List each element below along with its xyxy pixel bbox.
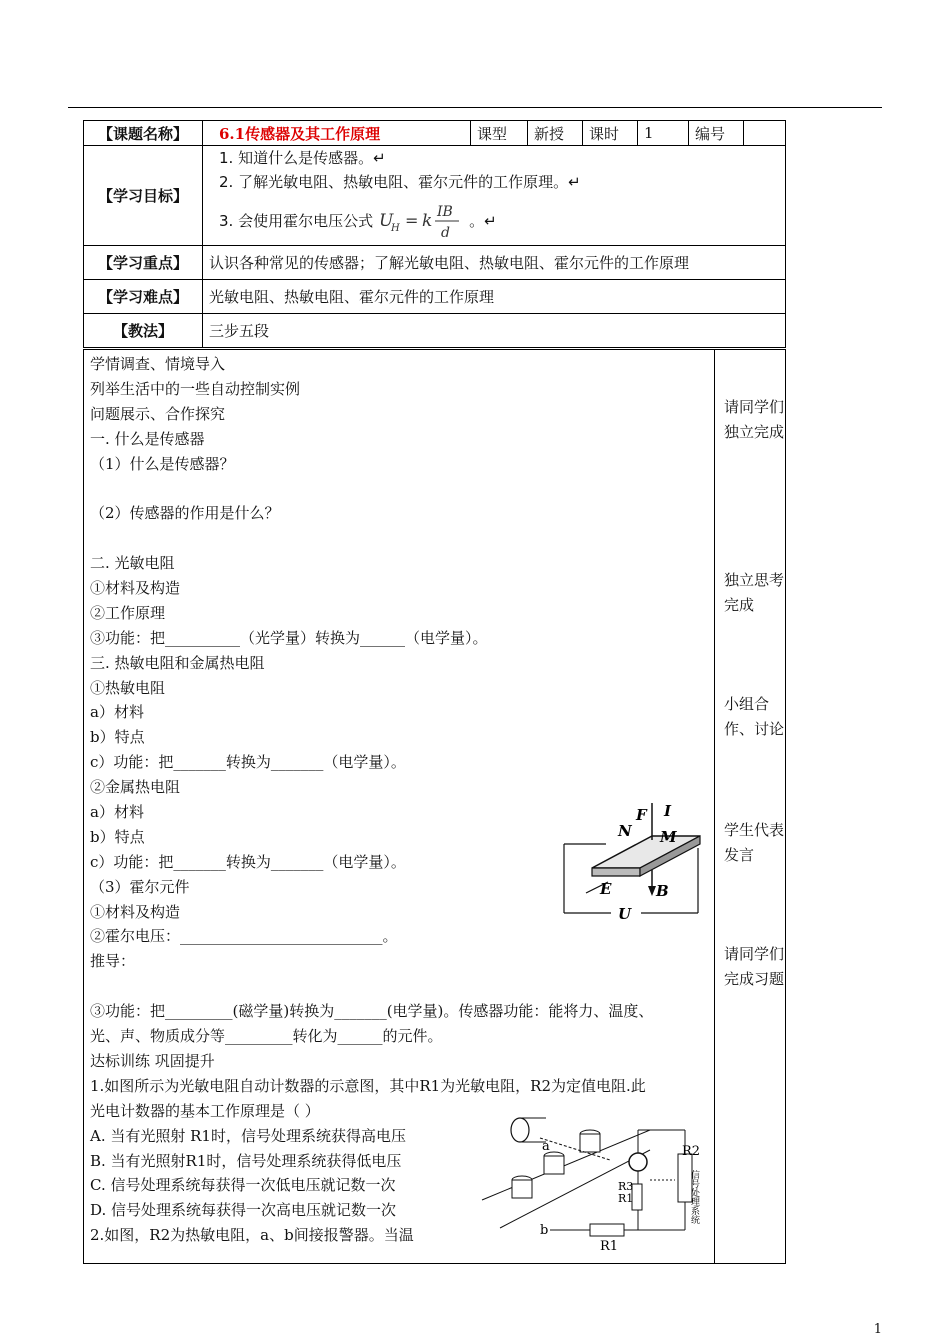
goal-3-tail: 。↵ [469,212,497,230]
label-R3: R3 [618,1180,634,1193]
body-line: 光、声、物质成分等_________转化为______的元件。 [90,1027,443,1046]
label-F: F [636,806,647,824]
label-R1: R1 [600,1239,619,1254]
svg-text:IB: IB [437,204,453,220]
body-line: C. 信号处理系统每获得一次低电压就记数一次 [90,1176,396,1195]
body-line: 达标训练 巩固提升 [90,1051,215,1070]
goal-3-text: 3. 会使用霍尔电压公式 [219,212,374,230]
method-value: 三步五段 [203,314,786,348]
body-line: ②金属热电阻 [90,778,181,797]
side-note: 学生代表发言 [724,821,785,864]
body-line: ③功能：把_________(磁学量)转换为_______(电学量)。传感器功能：能将力、温度、 [90,1002,654,1021]
body-line: ①热敏电阻 [90,678,166,697]
body-line: 1.如图所示为光敏电阻自动计数器的示意图，其中R1为光敏电阻，R2为定值电阻.此 [90,1076,646,1095]
type-label: 课型 [471,121,528,146]
focus-label: 【学习重点】 [84,246,203,280]
body-line: 三. 热敏电阻和金属热电阻 [90,653,265,672]
label-R2: R2 [682,1144,701,1159]
body-line: 一. 什么是传感器 [90,429,205,448]
body-line [90,476,712,501]
difficulty-label: 【学习难点】 [84,280,203,314]
body-line: ①材料及构造 [90,579,181,598]
label-b: b [540,1223,549,1238]
side-note: 小组合作、讨论 [724,695,785,738]
label-M: M [660,828,677,846]
goals-label: 【学习目标】 [84,146,203,246]
hall-element-figure [556,798,706,923]
lesson-header-table [83,120,786,348]
body-line [90,526,712,551]
body-line [90,974,712,999]
body-line: D. 信号处理系统每获得一次高电压就记数一次 [90,1201,397,1220]
body-line: 学情调查、情境导入 [90,355,226,373]
body-line: ②工作原理 [90,603,166,622]
type-value: 新授 [528,121,583,146]
goals-cell [203,146,786,246]
body-line: 二. 光敏电阻 [90,554,175,573]
side-note: 请同学们独立完成 [724,398,785,441]
body-line: c）功能：把_______转换为_______（电学量）。 [90,753,406,772]
number-value [744,121,786,146]
label-N: N [618,822,632,840]
body-line: 2.如图，R2为热敏电阻，a、b间接报警器。当温 [90,1226,414,1245]
svg-text:U: U [379,211,394,231]
body-line: ③功能：把__________（光学量）转换为______（电学量）。 [90,628,488,647]
hall-voltage-formula [377,202,469,240]
body-line: b）特点 [90,728,145,747]
number-label: 编号 [689,121,744,146]
label-R1-inner: R1 [618,1192,634,1205]
body-line: ②霍尔电压：___________________________。 [90,927,398,946]
header-rule [68,107,882,108]
hours-label: 课时 [583,121,638,146]
body-line: a）材料 [90,703,144,722]
svg-text:d: d [441,225,451,240]
difficulty-value: 光敏电阻、热敏电阻、霍尔元件的工作原理 [203,280,786,314]
method-label: 【教法】 [84,314,203,348]
body-line: （3）霍尔元件 [90,877,190,896]
body-line: 问题展示、合作探究 [90,404,226,423]
body-line: （1）什么是传感器？ [90,454,235,473]
body-line: a）材料 [90,803,144,822]
label-B: B [656,882,669,900]
label-I: I [664,802,672,820]
label-signal-system: 信号处理系统 [689,1170,699,1224]
goal-3 [219,202,779,240]
body-line: 光电计数器的基本工作原理是（ ） [90,1101,320,1120]
goal-1: 1. 知道什么是传感器。↵ [219,149,386,167]
svg-text:H: H [391,223,400,234]
topic-label: 【课题名称】 [84,121,203,146]
focus-value: 认识各种常见的传感器；了解光敏电阻、热敏电阻、霍尔元件的工作原理 [203,246,786,280]
label-U: U [618,905,632,923]
topic-title: 6.1传感器及其工作原理 [203,121,471,146]
label-a: a [542,1139,550,1154]
svg-text:=: = [405,211,419,230]
photo-counter-figure [480,1110,720,1258]
body-line: 推导： [90,952,136,971]
body-line: b）特点 [90,827,145,846]
body-line: 列举生活中的一些自动控制实例 [90,379,301,398]
body-line: ①材料及构造 [90,902,181,921]
body-line: （2）传感器的作用是什么？ [90,504,280,523]
body-line: B. 当有光照射R1时，信号处理系统获得低电压 [90,1151,402,1170]
side-note: 请同学们完成习题 [724,945,785,988]
goal-2: 2. 了解光敏电阻、热敏电阻、霍尔元件的工作原理。↵ [219,173,581,191]
label-E: E [600,880,612,898]
svg-text:k: k [422,211,433,231]
body-line: c）功能：把_______转换为_______（电学量）。 [90,852,406,871]
page-number: 1 [873,1322,882,1337]
body-line: A. 当有光照射 R1时，信号处理系统获得高电压 [90,1126,406,1145]
side-note: 独立思考完成 [724,571,785,614]
hours-value: 1 [638,121,689,146]
